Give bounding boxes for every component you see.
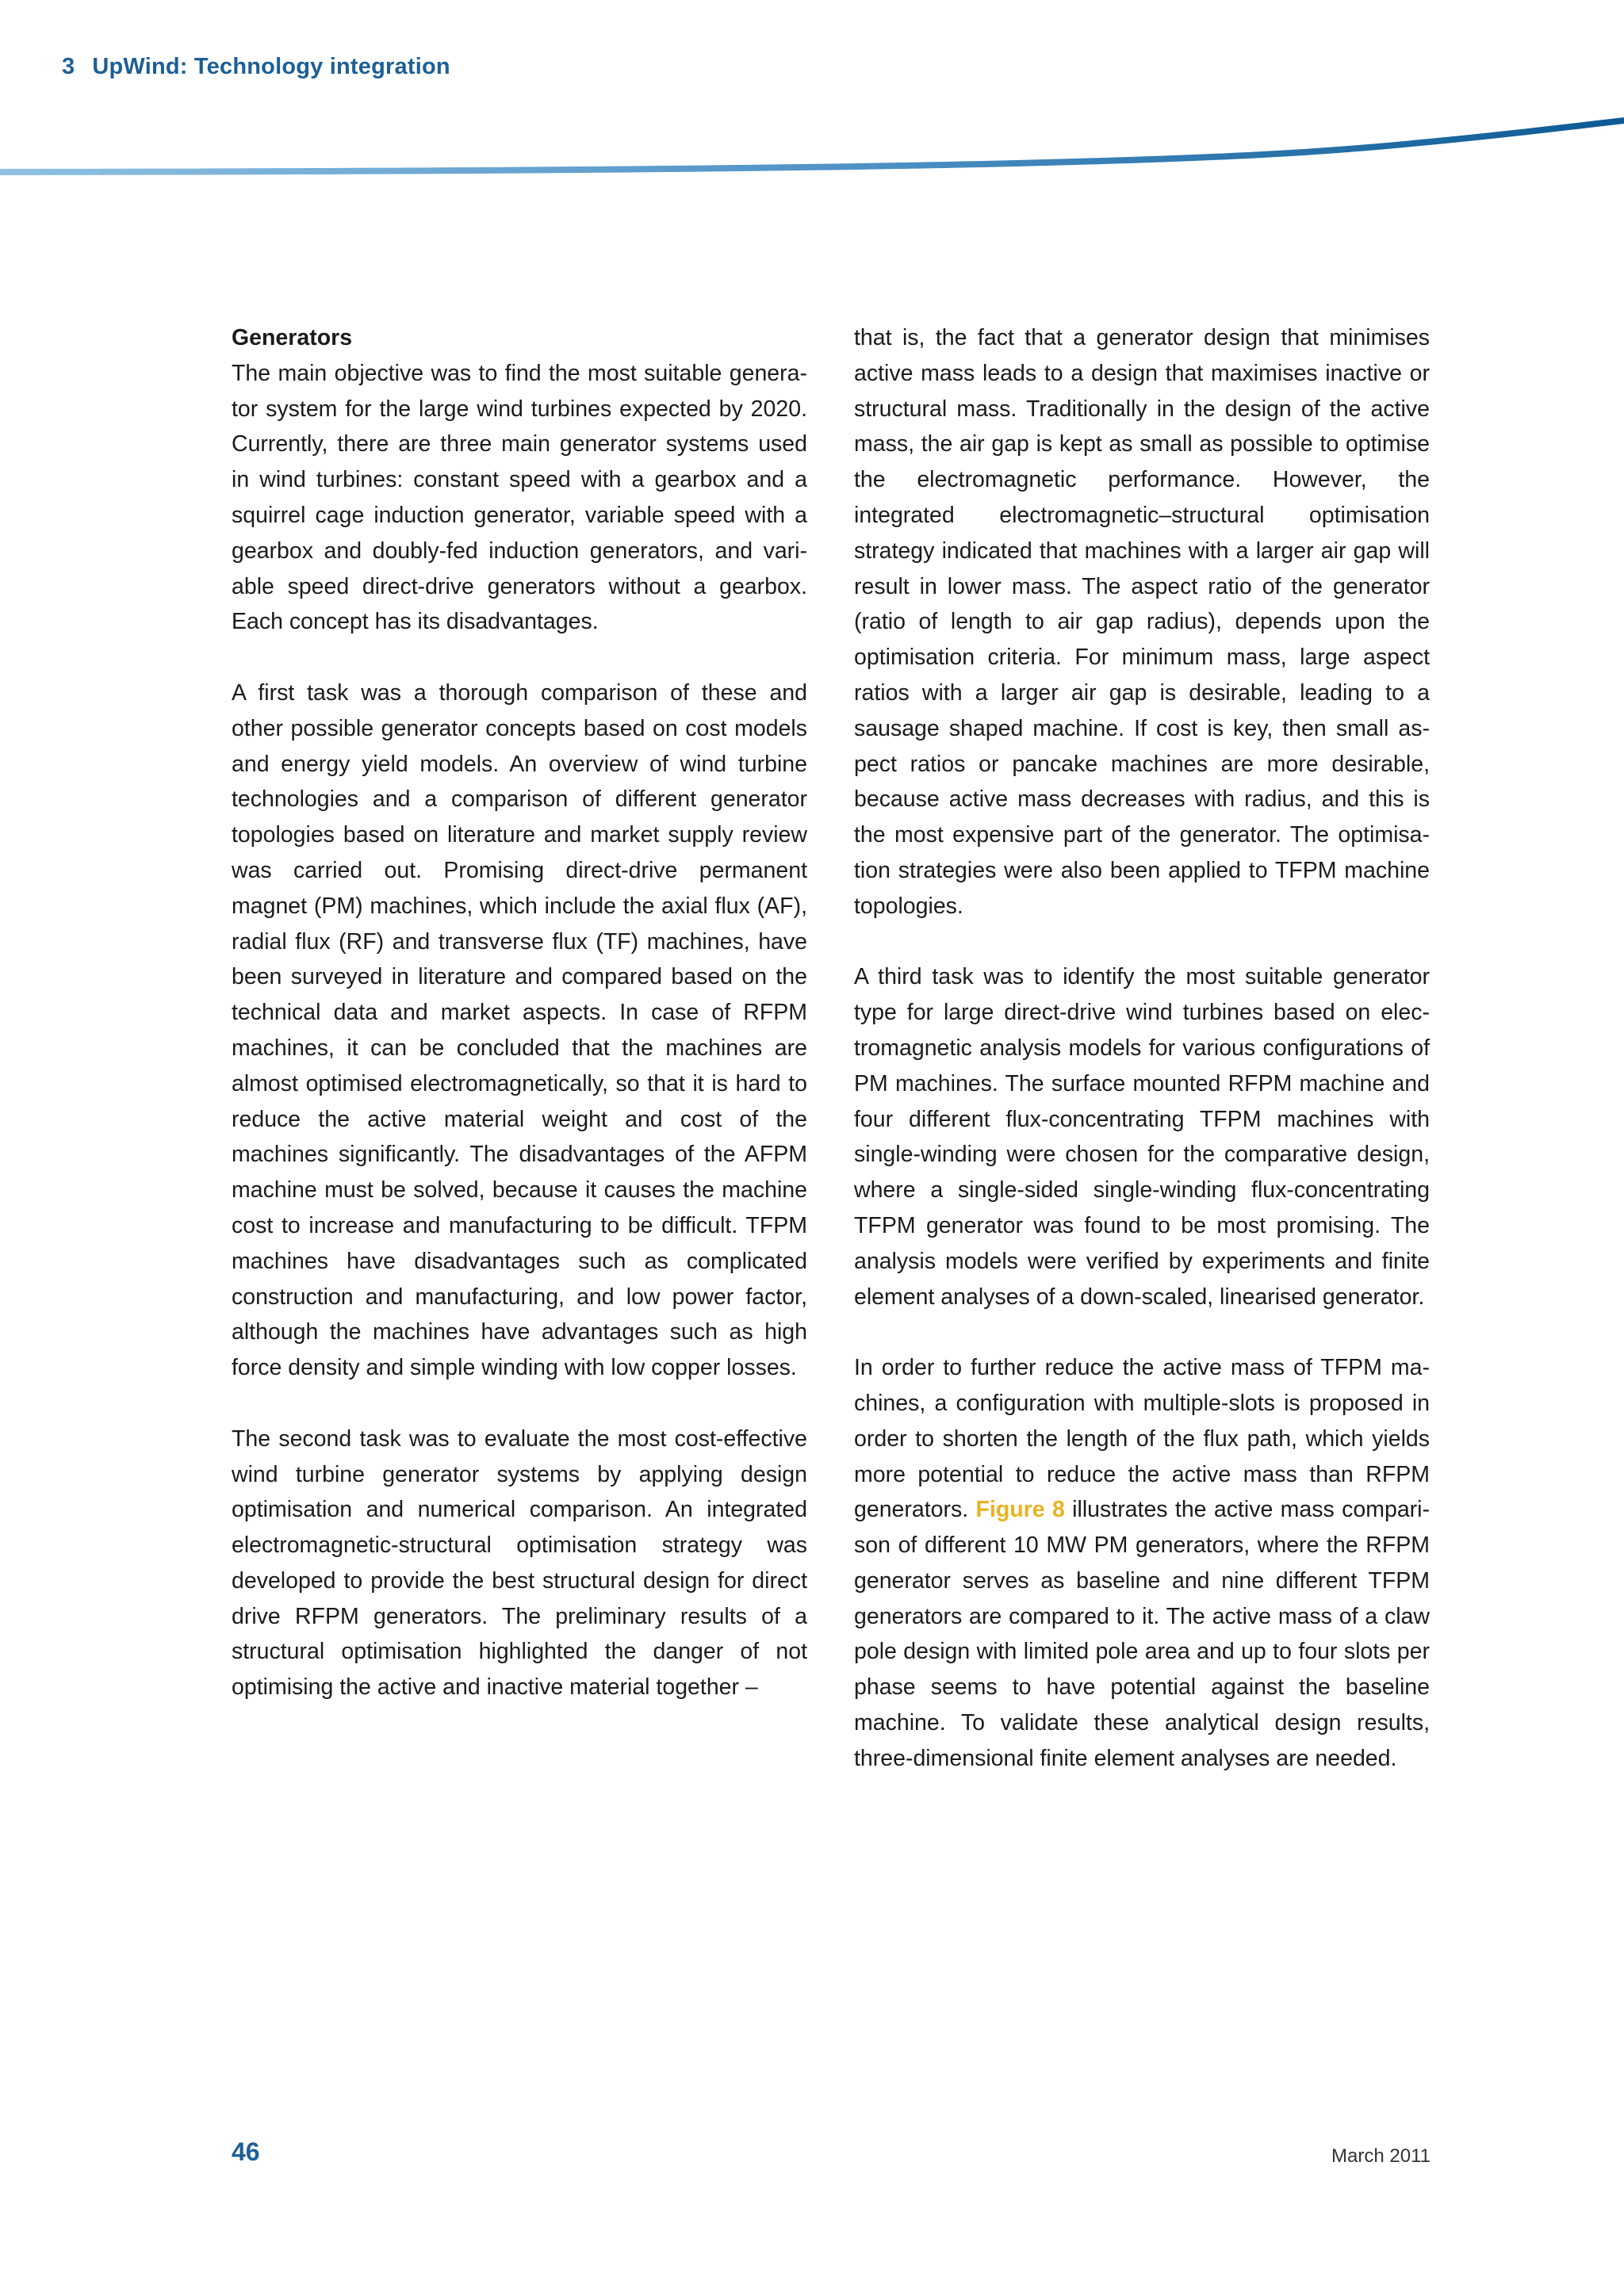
publication-date: March 2011 bbox=[1331, 2145, 1431, 2167]
section-heading: Generators bbox=[232, 325, 353, 350]
chapter-number: 3 bbox=[62, 54, 75, 79]
paragraph: The main objective was to find the most suitable generator system for the large wind turbines expected by 2020. Currently, there are three main generator systems used in wind turbines: constant speed with a gearbox and a squirrel cage induction generator, variable speed with a gearbox and doubly-fed induction generators, and variable speed direct-drive generators without a gearbox. Each concept has its disadvantages. bbox=[232, 360, 807, 635]
chapter-title: UpWind: Technology integration bbox=[92, 54, 450, 79]
paragraph-text: In order to further reduce the active mass of TFPM machines, a configuration with multiple-slots is proposed in order to shorten the length of the flux path, which yields more potential to reduce the active mass than RFPM generators. bbox=[854, 1355, 1430, 1523]
paragraph-with-figure-reference bbox=[854, 1350, 1430, 1777]
paragraph-text: illustrates the active mass comparison of different 10 MW PM generators, where the RFPM generator serves as baseline and nine different TFPM generators are compared to it. The active mass of a claw pole design with limited pole area and up to four slots per phase seems to have potential against the baseline machine. To validate these analytical design results, three-dimensional finite element analyses are needed. bbox=[854, 1497, 1430, 1771]
paragraph: The second task was to evaluate the most cost-effective wind turbine generator systems by applying design optimisation and numerical comparison. An integrated electromagnetic-structural optimisation strategy was developed to provide the best structural design for direct drive RFPM generators. The preliminary results of a structural optimisation highlighted the danger of not optimising the active and inactive material together – bbox=[232, 1425, 807, 1701]
paragraph: A third task was to identify the most suitable generator type for large direct-drive wind turbines based on electromagnetic analysis models for various configurations of PM machines. The surface mounted RFPM machine and four different flux-concentrating TFPM machines with single-winding were chosen for the comparative design, where a single-sided single-winding flux-concentrating TFPM generator was found to be most promising. The analysis models were verified by experiments and finite element analyses of a down-scaled, linearised generator. bbox=[854, 964, 1430, 1310]
paragraph: that is, the fact that a generator design that minimises active mass leads to a design that maximises inactive or structural mass. Traditionally in the design of the active mass, the air gap is kept as small as possible to optimise the electromagnetic performance. However, the integrated electromagnetic–structural optimisation strategy indicated that machines with a larger air gap will result in lower mass. The aspect ratio of the generator (ratio of length to air gap radius), depends upon the optimisation criteria. For minimum mass, large aspect ratios with a larger air gap is desirable, leading to a sausage shaped machine. If cost is key, then small aspect ratios or pancake machines are more desirable, because active mass decreases with radius, and this is the most expensive part of the generator. The optimisation strategies were also been applied to TFPM machine topologies. bbox=[854, 325, 1430, 919]
paragraph: A first task was a thorough comparison of these and other possible generator concepts based on cost models and energy yield models. An overview of wind turbine technologies and a comparison of different generator topologies based on literature and market supply review was carried out. Promising direct-drive permanent magnet (PM) machines, which include the axial flux (AF), radial flux (RF) and transverse flux (TF) machines, have been surveyed in literature and compared based on the technical data and market aspects. In case of RFPM machines, it can be concluded that the machines are almost optimised electromagnetically, so that it is hard to reduce the active material weight and cost of the machines significantly. The disadvantages of the AFPM machine must be solved, because it causes the machine cost to increase and manufacturing to be difficult. TFPM machines have disadvantages such as complicated construction and manufacturing, and low power factor, although the machines have advantages such as high force density and simple winding with low copper losses. bbox=[232, 679, 807, 1381]
header-swoosh-graphic bbox=[0, 111, 1624, 182]
running-header bbox=[62, 54, 450, 80]
figure-8-reference-link[interactable]: Figure 8 bbox=[975, 1497, 1065, 1523]
page-number: 46 bbox=[232, 2137, 260, 2166]
right-column bbox=[854, 320, 1430, 1777]
left-column bbox=[232, 320, 807, 1705]
